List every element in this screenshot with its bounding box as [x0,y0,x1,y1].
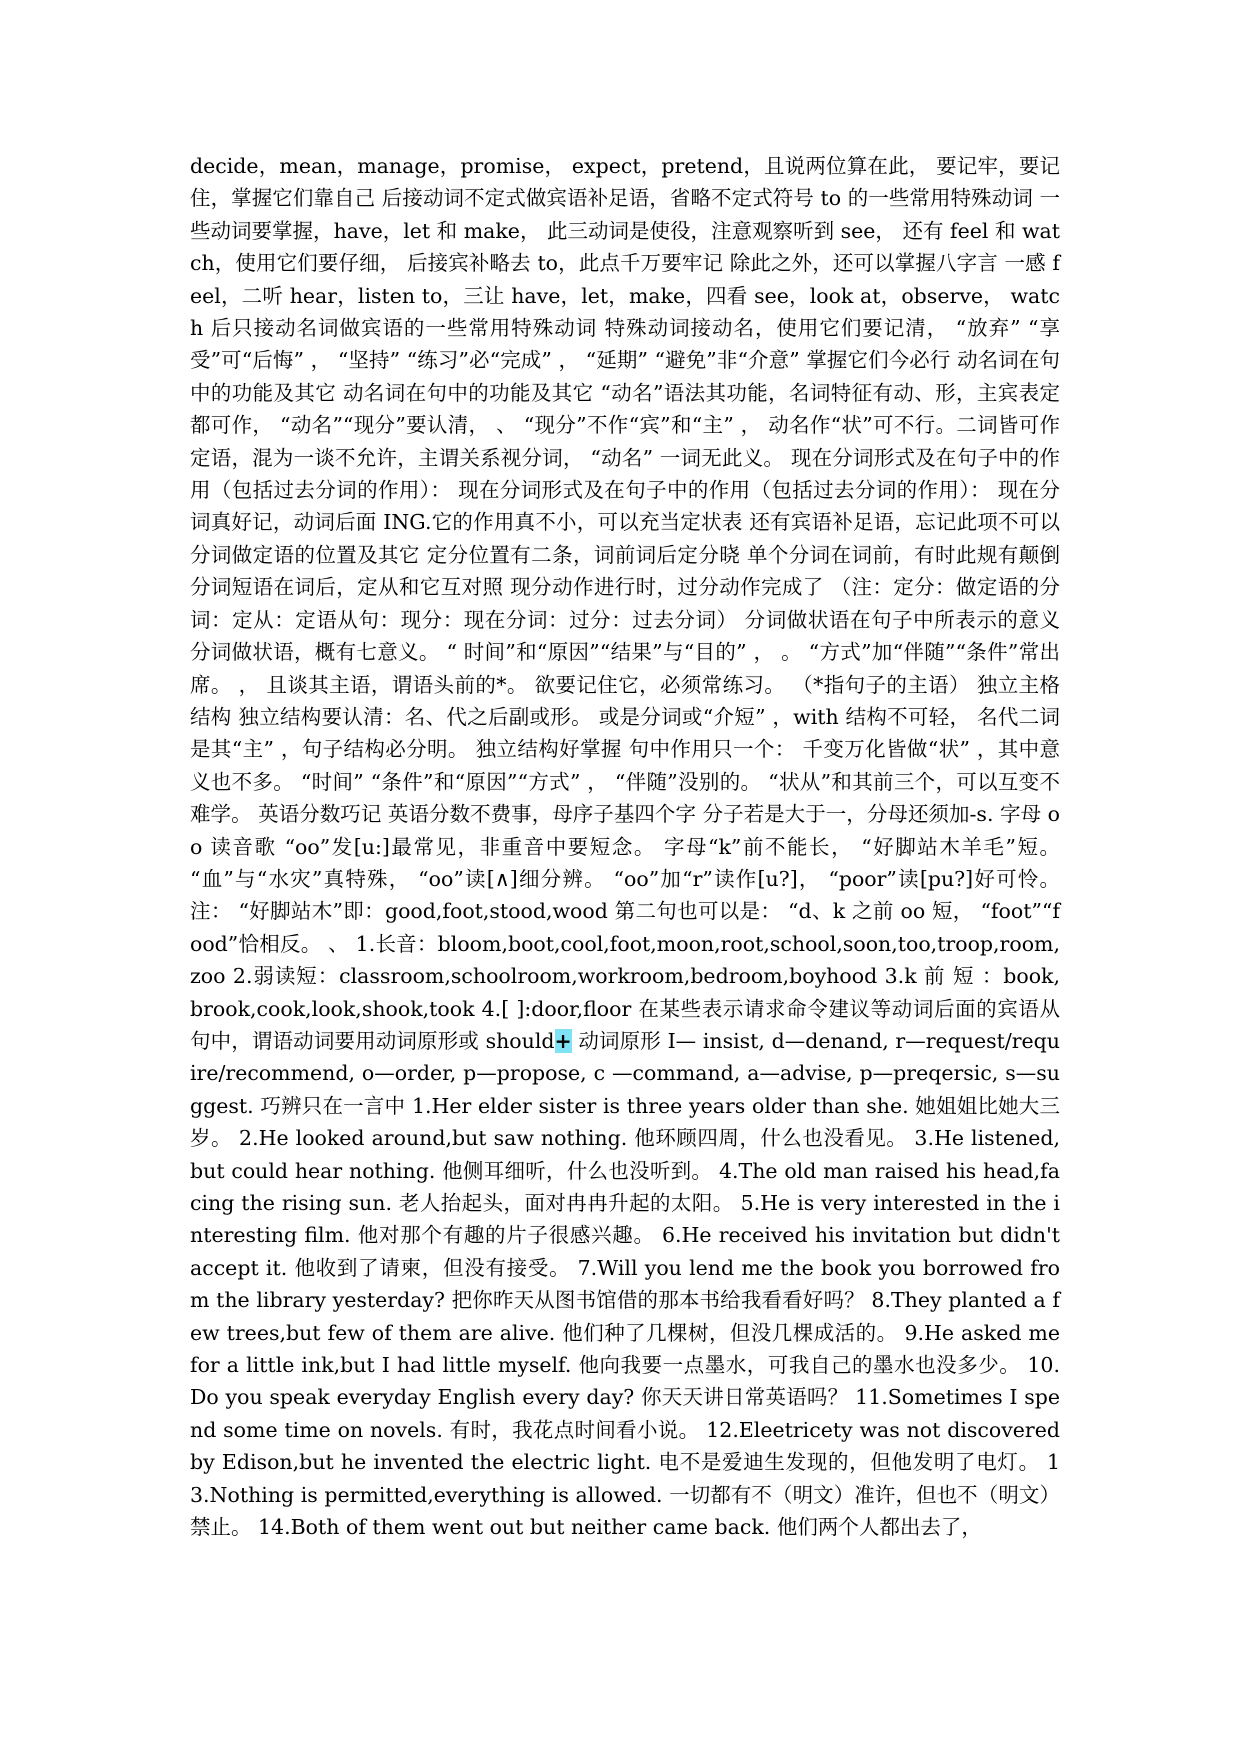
text-part-1: decide，mean，manage，promise， expect，pretend，且说两位算在此， 要记牢，要记住，掌握它们靠自己 后接动词不定式做宾语补足语，省略不定式符号 to 的一些常用特殊动词 一些动词要掌握，have，let 和 make， 此三动词是使役，注意观察听到 see， 还有 feel 和 watch，使用它们要仔细， 后接宾补略去 to，此点千万要牢记 除此之外，还可以掌握八字言 一感 feel，二听 hear，listen to，三让 have，let，make，四看 see，look at，observe， watch 后只接动名词做宾语的一些常用特殊动词 特殊动词接动名，使用它们要记清， “放弃” “享受”可“后悔” ， “坚持” “练习”必“完成” ， “延期” “避免”非“介意” 掌握它们今必行 动名词在句中的功能及其它 动名词在句中的功能及其它 “动名”语法其功能，名词特征有动、形，主宾表定都可作， “动名”“现分”要认清， 、 “现分”不作“宾”和“主” ， 动名作“状”可不行。二词皆可作定语，混为一谈不允许，主谓关系视分词， “动名” 一词无此义。 现在分词形式及在句子中的作用（包括过去分词的作用）： 现在分词形式及在句子中的作用（包括过去分词的作用）： 现在分词真好记，动词后面 ING.它的作用真不小，可以充当定状表 还有宾语补足语，忘记此项不可以 分词做定语的位置及其它 定分位置有二条，词前词后定分晓 单个分词在词前，有时此规有颠倒 分词短语在词后，定从和它互对照 现分动作进行时，过分动作完成了 （注：定分：做定语的分词：定从：定语从句：现分：现在分词：过分：过去分词） 分词做状语在句子中所表示的意义 分词做状语，概有七意义。 “ 时间”和“原因”“结果”与“目的” ， 。 “方式”加“伴随”“条件”常出席。 ， 且谈其主语，谓语头前的*。 欲要记住它，必须常练习。 （*指句子的主语） 独立主格结构 独立结构要认清：名、代之后副或形。 或是分词或“介短” ，with 结构不可轻， 名代二词是其“主” ，句子结构必分明。 独立结构好掌握 句中作用只一个： 千变万化皆做“状” ，其中意义也不多。 “时间” “条件”和“原因”“方式” ， “伴随”没别的。 “状从”和其前三个，可以互变不难学。 英语分数巧记 英语分数不费事，母序子基四个字 分子若是大于一，分母还须加-s. 字母 oo 读音歌 “oo”发[u:]最常见，非重音中要短念。 字母“k”前不能长， “好脚站木羊毛”短。 “血”与“水灾”真特殊， “oo”读[∧]细分辨。 “oo”加“r”读作[u?]， “poor”读[pu?]好可怜。 注： “好脚站木”即：good,foot,stood,wood 第二句也可以是： “d、k 之前 oo 短， “foot”“food”恰相反。 、 1.长音：bloom,boot,cool,foot,moon,root,school,soon,too,troop,room,zoo 2.弱读短：classroom,schoolroom,workroom,bedroom,boyhood 3.k 前 短 ：book,brook,cook,look,shook,took 4.[ ]:door,floor 在某些表示请求命令建议等动词后面的宾语从句中，谓语动词要用动词原形或 should [190,154,1060,1053]
text-part-2: 动词原形 I— insist, d—denand, r—request/require/recommend, o—order, p—propose, c —command, a—advise, p—preqersic, s—suggest. 巧辨只在一言中 1.Her elder sister is three years older than she. 她姐姐比她大三岁。 2.He looked around,but saw nothing. 他环顾四周，什么也没看见。 3.He listened,but could hear nothing. 他侧耳细听，什么也没听到。 4.The old man raised his head,facing the rising sun. 老人抬起头，面对冉冉升起的太阳。 5.He is very interested in the interesting film. 他对那个有趣的片子很感兴趣。 6.He received his invitation but didn't accept it. 他收到了请柬，但没有接受。 7.Will you lend me the book you borrowed from the library yesterday? 把你昨天从图书馆借的那本书给我看看好吗？ 8.They planted a few trees,but few of them are alive. 他们种了几棵树，但没几棵成活的。 9.He asked me for a little ink,but I had little myself. 他向我要一点墨水，可我自己的墨水也没多少。 10.Do you speak everyday English every day? 你天天讲日常英语吗？ 11.Sometimes I spend some time on novels. 有时，我花点时间看小说。 12.Eleetricety was not discovered by Edison,but he invented the electric light. 电不是爱迪生发现的，但他发明了电灯。 13.Nothing is permitted,everything is allowed. 一切都有不（明文）准许，但也不（明文）禁止。 14.Both of them went out but neither came back. 他们两个人都出去了， [190,1028,1061,1540]
document-text [190,150,1060,1543]
highlighted-plus-mark: + [554,1028,572,1053]
